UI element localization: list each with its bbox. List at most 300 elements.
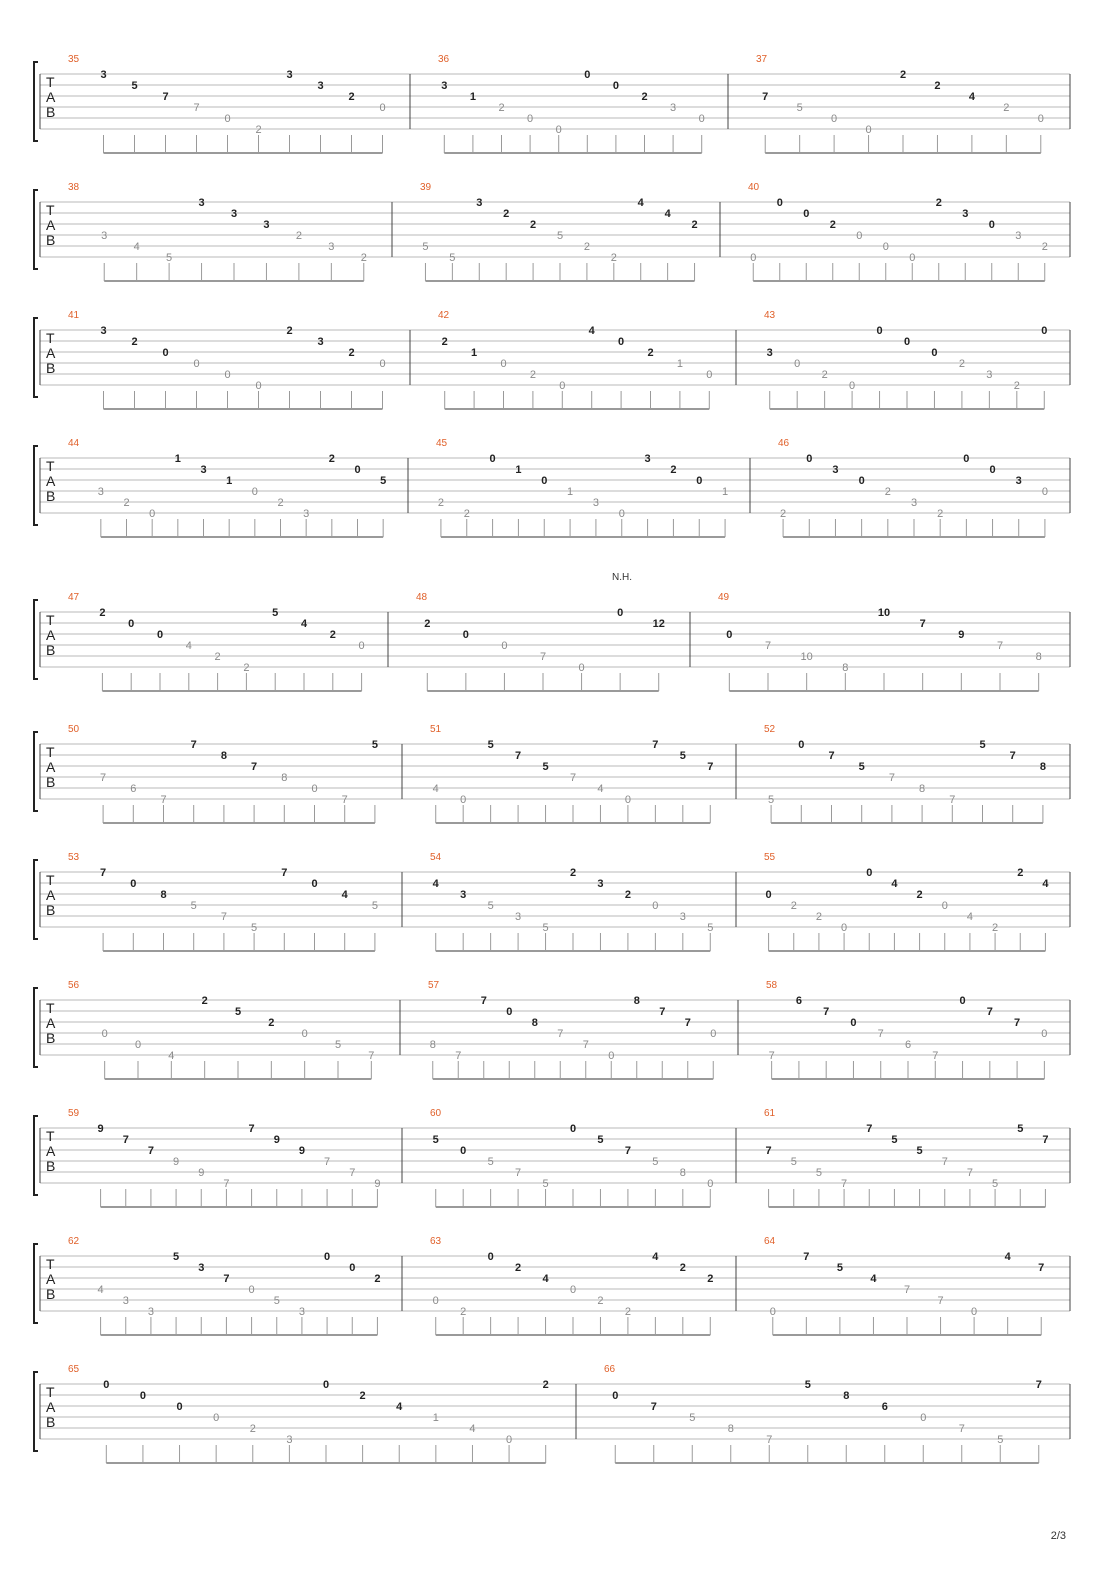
- fret-number: 7: [624, 1145, 631, 1157]
- fret-number: 4: [97, 1284, 104, 1296]
- fret-number: 0: [971, 1306, 978, 1318]
- fret-number: 7: [866, 1123, 873, 1135]
- fret-number: 0: [128, 618, 135, 630]
- tab-clef-letter: B: [46, 902, 56, 918]
- fret-number: 4: [542, 1273, 549, 1285]
- measure-number: 39: [420, 182, 432, 193]
- system-bracket: [34, 446, 38, 525]
- system-bracket: [34, 190, 38, 269]
- tab-clef-letter: T: [46, 872, 55, 888]
- fret-number: 2: [360, 252, 367, 264]
- fret-number: 9: [958, 629, 965, 641]
- fret-number: 7: [941, 1156, 948, 1168]
- fret-number: 0: [324, 1251, 331, 1263]
- fret-number: 7: [996, 640, 1004, 652]
- fret-number: 0: [652, 900, 659, 912]
- fret-number: 2: [530, 219, 537, 231]
- fret-number: 5: [371, 900, 378, 912]
- fret-number: 3: [441, 80, 448, 92]
- fret-number: 0: [569, 1284, 577, 1296]
- fret-number: 4: [870, 1273, 877, 1285]
- fret-number: 7: [1035, 1379, 1042, 1391]
- fret-number: 7: [684, 1017, 691, 1029]
- fret-number: 3: [298, 1306, 305, 1318]
- fret-number: 8: [919, 783, 926, 795]
- fret-number: 7: [223, 1273, 230, 1285]
- fret-number: 2: [463, 508, 470, 520]
- tab-clef-letter: A: [46, 89, 56, 105]
- fret-number: 5: [542, 761, 549, 773]
- fret-number: 5: [273, 1295, 280, 1307]
- fret-number: 5: [190, 900, 197, 912]
- fret-number: 10: [800, 651, 813, 663]
- fret-number: 7: [828, 750, 835, 762]
- fret-number: 5: [652, 1156, 659, 1168]
- fret-number: 0: [301, 1028, 308, 1040]
- fret-number: 8: [1035, 651, 1042, 663]
- fret-number: 2: [529, 369, 536, 381]
- fret-number: 0: [989, 464, 996, 476]
- fret-number: 8: [843, 1390, 850, 1402]
- fret-number: 5: [449, 252, 456, 264]
- fret-number: 2: [691, 219, 698, 231]
- fret-number: 0: [765, 889, 772, 901]
- fret-number: 7: [100, 867, 107, 879]
- fret-number: 0: [541, 475, 548, 487]
- measure-number: 38: [68, 182, 80, 193]
- fret-number: 2: [286, 325, 293, 337]
- fret-number: 5: [234, 1006, 242, 1018]
- fret-number: 7: [937, 1295, 944, 1307]
- fret-number: 0: [506, 1434, 513, 1446]
- fret-number: 8: [281, 772, 288, 784]
- fret-number: 2: [707, 1273, 714, 1285]
- fret-number: 7: [919, 618, 926, 630]
- fret-number: 6: [881, 1401, 888, 1413]
- fret-number: 1: [174, 453, 181, 465]
- fret-number: 10: [877, 607, 891, 619]
- fret-number: 0: [156, 629, 164, 641]
- fret-number: 0: [776, 197, 783, 209]
- measure-number: 45: [436, 438, 448, 449]
- fret-number: 3: [286, 69, 293, 81]
- fret-number: 7: [764, 640, 772, 652]
- fret-number: 3: [1015, 475, 1022, 487]
- fret-number: 7: [539, 651, 547, 663]
- fret-number: 2: [647, 347, 654, 359]
- fret-number: 0: [698, 113, 705, 125]
- tab-clef-letter: T: [46, 744, 55, 760]
- tab-clef-letter: B: [46, 774, 56, 790]
- fret-number: 0: [101, 1028, 108, 1040]
- fret-number: 5: [272, 607, 279, 619]
- fret-number: 2: [670, 464, 677, 476]
- fret-number: 5: [334, 1039, 342, 1051]
- fret-number: 2: [934, 80, 941, 92]
- fret-number: 0: [707, 1178, 714, 1190]
- fret-number: 2: [821, 369, 828, 381]
- fret-number: 0: [460, 794, 467, 806]
- measure-number: 56: [68, 980, 80, 991]
- measure-number: 66: [604, 1364, 616, 1375]
- fret-number: 7: [823, 1006, 830, 1018]
- fret-number: 7: [903, 1284, 911, 1296]
- fret-number: 3: [100, 69, 107, 81]
- fret-number: 7: [341, 794, 348, 806]
- system-bracket: [34, 318, 38, 397]
- fret-number: 0: [248, 1284, 255, 1296]
- fret-number: 2: [1013, 380, 1020, 392]
- fret-number: 4: [168, 1050, 175, 1062]
- fret-number: 2: [899, 69, 907, 81]
- fret-number: 7: [515, 1167, 522, 1179]
- fret-number: 0: [858, 475, 865, 487]
- measure-number: 35: [68, 54, 80, 65]
- fret-number: 7: [766, 1434, 773, 1446]
- fret-number: 5: [380, 475, 387, 487]
- fret-number: 3: [317, 336, 324, 348]
- fret-number: 7: [193, 102, 200, 114]
- fret-number: 8: [842, 662, 849, 674]
- fret-number: 5: [689, 1412, 696, 1424]
- fret-number: 0: [379, 358, 386, 370]
- fret-number: 0: [578, 662, 585, 674]
- fret-number: 5: [487, 1156, 494, 1168]
- fret-number: 0: [876, 325, 883, 337]
- fret-number: 0: [149, 508, 156, 520]
- fret-number: 3: [198, 1262, 205, 1274]
- fret-number: 2: [460, 1306, 467, 1318]
- fret-number: 0: [162, 347, 169, 359]
- fret-number: 7: [762, 91, 769, 103]
- fret-number: 0: [224, 113, 231, 125]
- fret-number: 7: [659, 1006, 666, 1018]
- fret-number: 2: [374, 1273, 381, 1285]
- fret-number: 5: [371, 739, 378, 751]
- fret-number: 2: [441, 336, 448, 348]
- fret-number: 0: [903, 336, 911, 348]
- fret-number: 0: [624, 794, 631, 806]
- fret-number: 0: [134, 1039, 142, 1051]
- fret-number: 4: [432, 783, 439, 795]
- fret-number: 3: [644, 453, 651, 465]
- fret-number: 7: [455, 1050, 462, 1062]
- fret-number: 0: [706, 369, 713, 381]
- measure-number: 63: [430, 1236, 442, 1247]
- fret-number: 0: [849, 380, 856, 392]
- fret-number: 0: [959, 995, 966, 1007]
- fret-number: 12: [652, 618, 665, 630]
- fret-number: 3: [597, 878, 604, 890]
- fret-number: 0: [612, 80, 619, 92]
- fret-number: 2: [359, 1390, 366, 1402]
- fret-number: 0: [462, 629, 469, 641]
- fret-number: 2: [214, 651, 221, 663]
- fret-number: 4: [1004, 1251, 1011, 1263]
- fret-number: 8: [633, 995, 640, 1007]
- fret-number: 2: [542, 1379, 549, 1391]
- fret-number: 5: [858, 761, 865, 773]
- tab-clef-letter: B: [46, 488, 56, 504]
- fret-number: 2: [498, 102, 505, 114]
- fret-number: 0: [354, 464, 361, 476]
- fret-number: 7: [707, 761, 714, 773]
- fret-number: 7: [223, 1178, 230, 1190]
- fret-number: 0: [130, 878, 137, 890]
- fret-number: 3: [832, 464, 839, 476]
- fret-number: 7: [1014, 1017, 1021, 1029]
- fret-number: 1: [471, 347, 478, 359]
- measure-number: 42: [438, 310, 450, 321]
- fret-number: 8: [220, 750, 227, 762]
- fret-number: 0: [584, 69, 591, 81]
- tab-clef-letter: T: [46, 202, 55, 218]
- fret-number: 2: [1041, 241, 1048, 253]
- measure-number: 49: [718, 592, 730, 603]
- fret-number: 5: [1017, 1123, 1024, 1135]
- fret-number: 4: [597, 783, 604, 795]
- fret-number: 8: [679, 1167, 686, 1179]
- tab-clef-letter: A: [46, 345, 56, 361]
- fret-number: 8: [727, 1423, 734, 1435]
- measure-number: 60: [430, 1108, 442, 1119]
- measure-number: 41: [68, 310, 80, 321]
- fret-number: 0: [501, 640, 508, 652]
- fret-number: 3: [766, 347, 773, 359]
- fret-number: 5: [891, 1134, 898, 1146]
- fret-number: 6: [904, 1039, 912, 1051]
- fret-number: 2: [815, 911, 822, 923]
- fret-number: 7: [324, 1156, 331, 1168]
- fret-number: 0: [1037, 113, 1044, 125]
- fret-number: 2: [243, 662, 250, 674]
- fret-number: 0: [618, 336, 625, 348]
- fret-number: 0: [255, 380, 262, 392]
- system-bracket: [34, 1244, 38, 1323]
- fret-number: 7: [368, 1050, 375, 1062]
- measure-number: 40: [748, 182, 760, 193]
- fret-number: 0: [963, 453, 970, 465]
- fret-number: 0: [1041, 486, 1048, 498]
- tab-clef-letter: A: [46, 1143, 56, 1159]
- fret-number: 3: [962, 208, 969, 220]
- fret-number: 0: [251, 486, 258, 498]
- fret-number: 0: [527, 113, 534, 125]
- fret-number: 3: [263, 219, 270, 231]
- tab-clef-letter: T: [46, 1256, 55, 1272]
- fret-number: 4: [185, 640, 192, 652]
- fret-number: 7: [480, 995, 487, 1007]
- measure-number: 64: [764, 1236, 776, 1247]
- tab-clef-letter: T: [46, 74, 55, 90]
- fret-number: 1: [722, 486, 729, 498]
- fret-number: 5: [815, 1167, 822, 1179]
- fret-number: 3: [679, 911, 686, 923]
- fret-number: 3: [230, 208, 238, 220]
- fret-number: 2: [610, 252, 617, 264]
- fret-number: 4: [341, 889, 348, 901]
- fret-number: 3: [122, 1295, 129, 1307]
- fret-number: 4: [396, 1401, 403, 1413]
- tab-clef-letter: T: [46, 1000, 55, 1016]
- fret-number: 0: [612, 1390, 619, 1402]
- fret-number: 4: [432, 878, 439, 890]
- fret-number: 1: [226, 475, 233, 487]
- fret-number: 4: [891, 878, 898, 890]
- tab-clef-letter: B: [46, 1030, 56, 1046]
- fret-number: 5: [251, 922, 258, 934]
- fret-number: 2: [348, 347, 355, 359]
- natural-harmonic-label: N.H.: [612, 572, 632, 583]
- fret-number: 4: [1042, 878, 1049, 890]
- fret-number: 0: [555, 124, 562, 136]
- tab-clef-letter: B: [46, 360, 56, 376]
- fret-number: 8: [160, 889, 167, 901]
- fret-number: 7: [765, 1145, 772, 1157]
- fret-number: 7: [877, 1028, 884, 1040]
- fret-number: 5: [992, 1178, 999, 1190]
- measure-number: 61: [764, 1108, 776, 1119]
- fret-number: 2: [99, 607, 106, 619]
- fret-number: 7: [768, 1050, 775, 1062]
- fret-number: 5: [487, 739, 494, 751]
- fret-number: 9: [374, 1178, 381, 1190]
- fret-number: 0: [500, 358, 507, 370]
- measure-number: 37: [756, 54, 768, 65]
- measure-number: 57: [428, 980, 440, 991]
- fret-number: 5: [804, 1379, 811, 1391]
- fret-number: 0: [322, 1379, 330, 1391]
- fret-number: 2: [958, 358, 965, 370]
- fret-number: 7: [949, 794, 956, 806]
- system-bracket: [34, 732, 38, 811]
- measure-number: 50: [68, 724, 80, 735]
- fret-number: 2: [1017, 867, 1024, 879]
- tab-clef-letter: T: [46, 330, 55, 346]
- fret-number: 7: [1042, 1134, 1049, 1146]
- measure-number: 47: [68, 592, 80, 603]
- fret-number: 2: [503, 208, 510, 220]
- tab-clef-letter: A: [46, 473, 56, 489]
- fret-number: 2: [790, 900, 797, 912]
- fret-number: 0: [806, 453, 813, 465]
- system-bracket: [34, 62, 38, 141]
- fret-number: 2: [131, 336, 138, 348]
- fret-number: 7: [100, 772, 107, 784]
- tab-clef-letter: T: [46, 458, 55, 474]
- measure-number: 36: [438, 54, 450, 65]
- fret-number: 0: [920, 1412, 927, 1424]
- fret-number: 9: [298, 1145, 305, 1157]
- fret-number: 7: [1038, 1262, 1045, 1274]
- measure-number: 58: [766, 980, 778, 991]
- fret-number: 6: [130, 783, 137, 795]
- fret-number: 4: [652, 1251, 659, 1263]
- fret-number: 0: [988, 219, 995, 231]
- fret-number: 0: [460, 1145, 467, 1157]
- fret-number: 4: [966, 911, 973, 923]
- fret-number: 3: [286, 1434, 293, 1446]
- fret-number: 0: [831, 113, 838, 125]
- tab-clef-letter: B: [46, 104, 56, 120]
- fret-number: 3: [910, 497, 918, 509]
- measure-number: 59: [68, 1108, 80, 1119]
- fret-number: 2: [884, 486, 891, 498]
- fret-number: 0: [432, 1295, 439, 1307]
- fret-number: 0: [909, 252, 916, 264]
- fret-number: 3: [100, 325, 107, 337]
- fret-number: 1: [515, 464, 522, 476]
- fret-number: 2: [515, 1262, 522, 1274]
- fret-number: 6: [795, 995, 802, 1007]
- fret-number: 2: [935, 197, 942, 209]
- fret-number: 1: [432, 1412, 439, 1424]
- fret-number: 4: [664, 208, 671, 220]
- fret-number: 7: [966, 1167, 973, 1179]
- fret-number: 5: [422, 241, 429, 253]
- fret-number: 0: [882, 241, 889, 253]
- measure-number: 44: [68, 438, 80, 449]
- fret-number: 2: [583, 241, 590, 253]
- fret-number: 7: [147, 1145, 154, 1157]
- fret-number: 0: [311, 878, 318, 890]
- fret-number: 0: [559, 380, 566, 392]
- fret-number: 7: [281, 867, 288, 879]
- tab-clef-letter: A: [46, 1271, 56, 1287]
- tab-clef-letter: T: [46, 1384, 55, 1400]
- fret-number: 8: [429, 1039, 436, 1051]
- fret-number: 7: [958, 1423, 965, 1435]
- fret-number: 3: [986, 369, 993, 381]
- fret-number: 5: [796, 102, 803, 114]
- fret-number: 2: [1003, 102, 1010, 114]
- measure-number: 48: [416, 592, 428, 603]
- fret-number: 3: [147, 1306, 154, 1318]
- fret-number: 2: [679, 1262, 686, 1274]
- fret-number: 3: [460, 889, 467, 901]
- fret-number: 4: [588, 325, 595, 337]
- fret-number: 3: [328, 241, 335, 253]
- fret-number: 4: [300, 618, 308, 630]
- fret-number: 0: [841, 922, 848, 934]
- fret-number: 5: [768, 794, 775, 806]
- fret-number: 7: [251, 761, 258, 773]
- fret-number: 5: [790, 1156, 797, 1168]
- fret-number: 5: [707, 922, 714, 934]
- system-bracket: [34, 988, 38, 1067]
- fret-number: 0: [865, 124, 872, 136]
- fret-number: 5: [173, 1251, 180, 1263]
- fret-number: 0: [224, 369, 231, 381]
- fret-number: 0: [103, 1379, 110, 1391]
- fret-number: 2: [624, 1306, 631, 1318]
- fret-number: 0: [850, 1017, 857, 1029]
- measure-number: 62: [68, 1236, 80, 1247]
- tab-clef-letter: B: [46, 1286, 56, 1302]
- fret-number: 0: [710, 1028, 717, 1040]
- fret-number: 2: [424, 618, 431, 630]
- fret-number: 7: [122, 1134, 129, 1146]
- tab-clef-letter: A: [46, 217, 56, 233]
- fret-number: 9: [198, 1167, 205, 1179]
- fret-number: 2: [295, 230, 302, 242]
- fret-number: 0: [349, 1262, 356, 1274]
- fret-number: 2: [780, 508, 787, 520]
- tab-clef-letter: B: [46, 1414, 56, 1430]
- fret-number: 0: [617, 607, 624, 619]
- system-bracket: [34, 1116, 38, 1195]
- fret-number: 3: [515, 911, 522, 923]
